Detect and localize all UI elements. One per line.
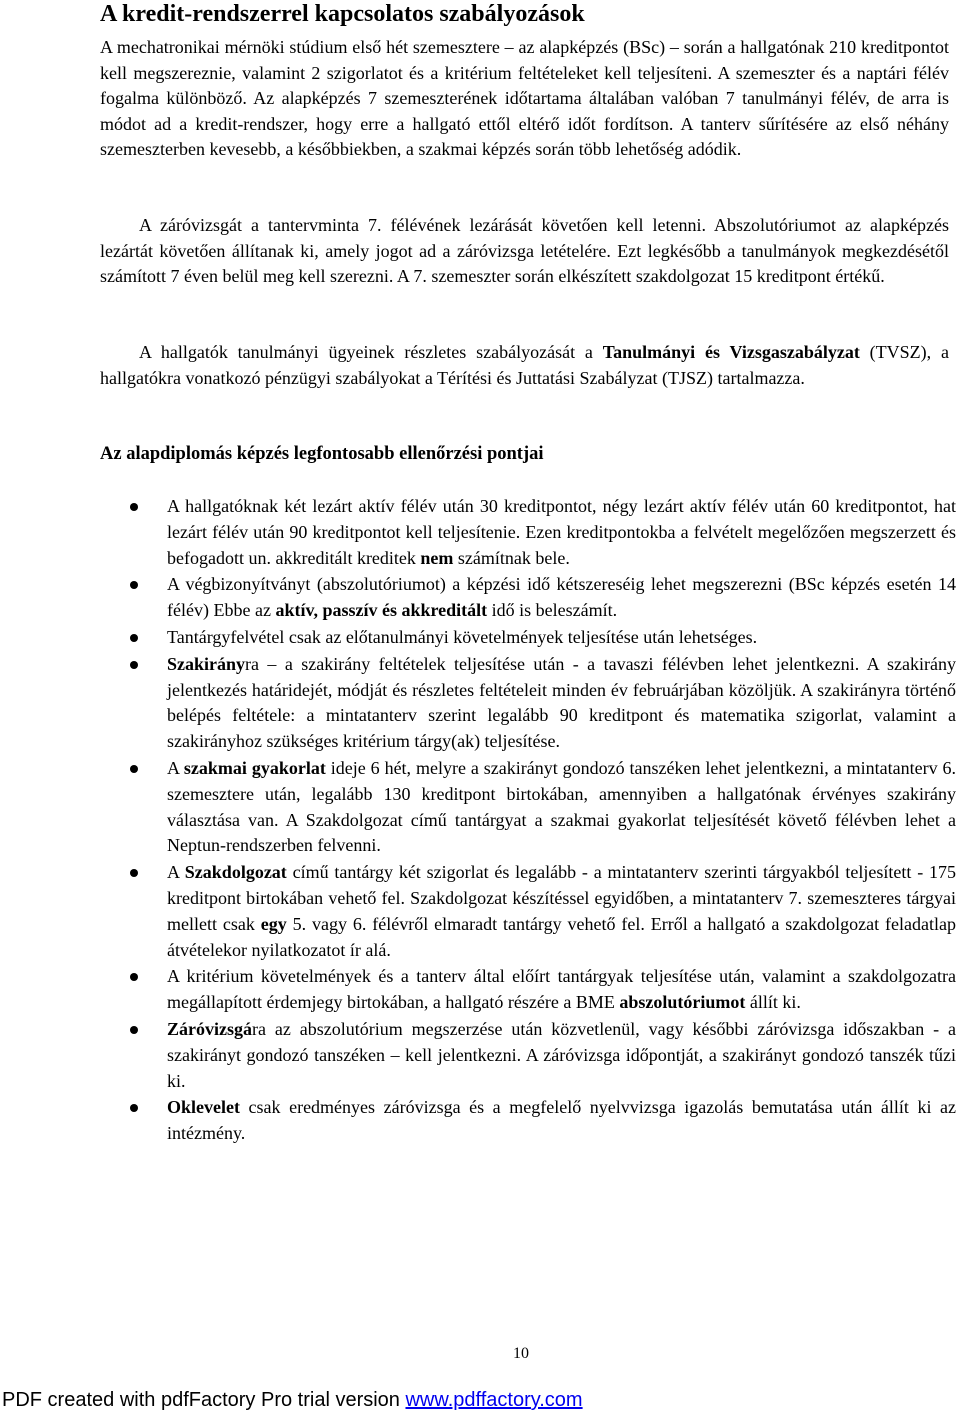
bullet-icon <box>130 869 138 877</box>
list-item-text: 5. vagy 6. félévről elmaradt tantárgy vehető fel. Erről a hallgató a szakdolgozat feladatlap átvételekor nyilatkozatot ír alá. <box>167 913 956 960</box>
bullet-icon <box>130 765 138 773</box>
list-item-text: A <box>167 862 185 883</box>
list-item-bold: aktív, passzív és akkreditált <box>275 600 488 621</box>
bullet-icon <box>130 634 138 642</box>
list-item <box>100 652 956 755</box>
list-item-text: számítnak bele. <box>453 547 570 568</box>
bullet-icon <box>130 973 138 981</box>
list-item-bold: abszolutóriumot <box>619 992 746 1013</box>
pdffactory-link[interactable]: www.pdffactory.com <box>405 1389 583 1411</box>
list-item <box>100 625 956 651</box>
list-item-bold: egy <box>260 913 287 934</box>
list-item-text: ra az abszolutórium megszerzése után közvetlenül, vagy későbbi záróvizsga időszakban - a szakirányt gondozó tanszéken – kell jelentkezni. A záróvizsga időpontját, a szakirányt gondozó tanszék tűzi ki. <box>167 1018 956 1091</box>
list-item <box>100 572 956 624</box>
list-item-text: idő is beleszámít. <box>487 600 618 621</box>
bullet-icon <box>130 503 138 511</box>
list-item-bold: Szakirány <box>167 653 246 674</box>
list-item <box>100 1095 956 1147</box>
page-title: A kredit-rendszerrel kapcsolatos szabályozások <box>100 1 585 27</box>
checkpoint-list <box>100 494 956 1148</box>
list-item-text: Tantárgyfelvétel csak az előtanulmányi követelmények teljesítése után lehetséges. <box>167 626 758 647</box>
page-number: 10 <box>513 1345 529 1362</box>
section-heading: Az alapdiplomás képzés legfontosabb ellenőrzési pontjai <box>100 444 544 464</box>
bullet-icon <box>130 1026 138 1034</box>
pdf-footer <box>2 1388 583 1412</box>
list-item-text: ideje 6 hét, melyre a szakirányt gondozó tanszéken lehet jelentkezni, a mintatanterv 6. szemesztere után, legalább 130 kreditpont birtokában, amennyiben a hallgatónak érvényes szakirány választása van. A Szakdolgozat című tantárgyat a szakmai gyakorlat teljesítését követő félévben lehet a Neptun-rendszerben felvenni. <box>167 757 956 856</box>
list-item-text: állít ki. <box>745 992 801 1013</box>
bullet-icon <box>130 581 138 589</box>
list-item <box>100 1017 956 1094</box>
list-item-bold: Oklevelet <box>167 1097 240 1118</box>
bullet-icon <box>130 1104 138 1112</box>
list-item-text: A végbizonyítványt (abszolutóriumot) a képzési idő kétszereséig lehet megszerezni (BSc képzés esetén 14 félév) Ebbe az <box>167 574 956 621</box>
list-item-bold: szakmai gyakorlat <box>183 757 326 778</box>
footer-text: PDF created with pdfFactory Pro trial version <box>2 1389 406 1411</box>
list-item-text: A kritérium követelmények és a tanterv által előírt tantárgyak teljesítése után, valamint a szakdolgozatra megállapított érdemjegy birtokában, a hallgató részére a BME <box>167 966 956 1013</box>
tvsz-bold: Tanulmányi és Vizsgaszabályzat <box>602 342 860 362</box>
list-item <box>100 964 956 1016</box>
intro-paragraph: A mechatronikai mérnöki stúdium első hét szemesztere – az alapképzés (BSc) – során a hallgatónak 210 kreditpontot kell megszereznie, valamint 2 szigorlatot és a kritérium feltételeket kell teljesíteni. A szemeszter és a naptári félév fogalma különböző. Az alapképzés 7 szemeszterének időtartama általában valóban 7 tanulmányi félév, de arra is módot ad a kredit-rendszer, hogy erre a hallgató ettől eltérő időt fordítson. A tanterv sűrítésére az első néhány szemeszterben kevesebb, a későbbiekben, a szakmai képzés során több lehetőség adódik. <box>100 37 949 159</box>
tvsz-text-after: (TVSZ), a hallgatókra vonatkozó pénzügyi szabályokat a Térítési és Juttatási Szabályzat (TJSZ) tartalmazza. <box>100 342 949 388</box>
list-item-bold: nem <box>420 547 454 568</box>
list-item-text: című tantárgy két szigorlat és legalább - a mintatanterv szerinti tárgyakból teljesített - 175 kreditpont birtokában vehető fel. Szakdolgozat készítéssel egyidőben, a mintatanterv 7. szemeszteres tárgyai mellett csak <box>167 862 956 934</box>
list-item-bold: Záróvizsgá <box>167 1018 252 1039</box>
second-paragraph: A záróvizsgát a tantervminta 7. félévének lezárását követően kell letenni. Abszolutóriumot az alapképzés lezártát követően állítanak ki, amely jogot ad a záróvizsga letételére. Ezt legkésőbb a tanulmányok megkezdésétől számított 7 éven belül meg kell szerezni. A 7. szemeszter során elkészített szakdolgozat 15 kreditpont értékű. <box>100 215 949 286</box>
list-item-bold: Szakdolgozat <box>184 862 287 883</box>
list-item-text: A hallgatóknak két lezárt aktív félév után 30 kreditpontot, négy lezárt aktív félév után 60 kreditpontot, hat lezárt félév után 90 kreditpontot kell teljesítenie. Ezen kreditpontokba a felvételt megelőzően megszerzett és befogadott un. akkreditált kreditek <box>167 496 956 568</box>
list-item-text: A <box>167 757 184 778</box>
tvsz-paragraph <box>100 340 949 391</box>
bullet-icon <box>130 661 138 669</box>
list-item-text: ra – a szakirány feltételek teljesítése után - a tavaszi félévben lehet jelentkezni. A szakirány jelentkezés határidejét, módját és részletes feltételeit minden év februárjában közöljük. A szakirányra történő belépés feltétele: a mintatanterv szerint legalább 90 kreditpont és matematika szigorlat, valamint a szakirányhoz szükséges kritérium tárgy(ak) teljesítése. <box>167 653 956 752</box>
list-item <box>100 860 956 963</box>
list-item <box>100 756 956 859</box>
tvsz-text-before: A hallgatók tanulmányi ügyeinek részletes szabályozását a <box>139 342 603 362</box>
list-item-text: csak eredményes záróvizsga és a megfelelő nyelvvizsga igazolás bemutatása után állít ki az intézmény. <box>167 1097 956 1144</box>
list-item <box>100 494 956 571</box>
